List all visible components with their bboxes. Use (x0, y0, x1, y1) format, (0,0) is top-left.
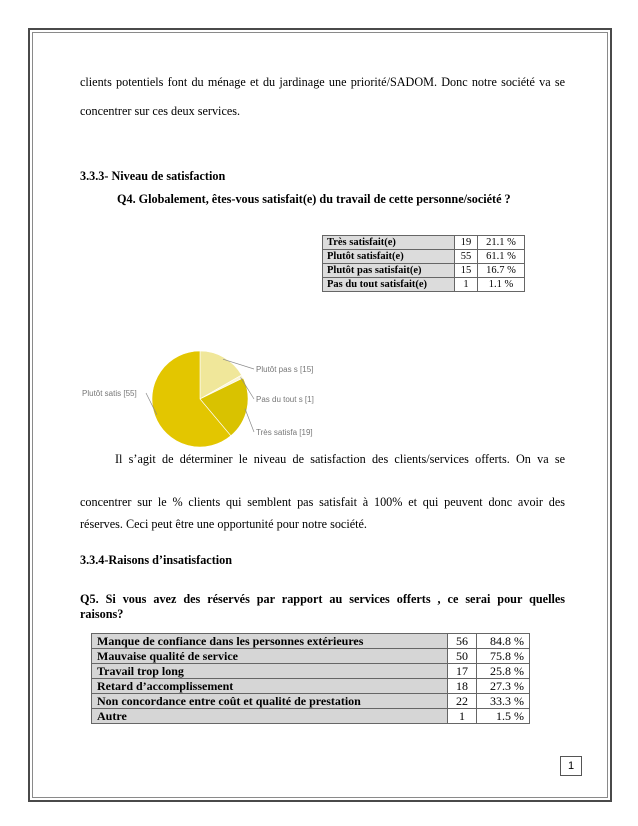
row-percent: 1.5 % (477, 709, 530, 724)
satisfaction-pie-chart (80, 340, 340, 460)
row-label: Plutôt satisfait(e) (323, 250, 455, 264)
row-percent: 16.7 % (478, 264, 525, 278)
table-row (323, 250, 525, 264)
pie-slice-label: Pas du tout s [1] (256, 395, 314, 404)
row-count: 56 (448, 634, 477, 649)
row-label: Travail trop long (92, 664, 448, 679)
row-count: 1 (448, 709, 477, 724)
table-row (323, 264, 525, 278)
row-count: 17 (448, 664, 477, 679)
row-count: 19 (455, 236, 478, 250)
row-label: Retard d’accomplissement (92, 679, 448, 694)
row-label: Autre (92, 709, 448, 724)
row-label: Mauvaise qualité de service (92, 649, 448, 664)
row-label: Très satisfait(e) (323, 236, 455, 250)
row-percent: 84.8 % (477, 634, 530, 649)
row-count: 15 (455, 264, 478, 278)
paragraph2-line-1: Il s’agit de déterminer le niveau de satisfaction des clients/services offerts. On va se (115, 452, 565, 466)
row-count: 18 (448, 679, 477, 694)
pie-slice-label: Plutôt pas s [15] (256, 365, 314, 374)
pie-slice-label: Très satisfa [19] (256, 428, 313, 437)
row-percent: 61.1 % (478, 250, 525, 264)
section-333-heading: 3.3.3- Niveau de satisfaction (80, 169, 226, 183)
row-count: 55 (455, 250, 478, 264)
pie-leader-line (245, 409, 254, 432)
table-row (92, 664, 530, 679)
row-percent: 25.8 % (477, 664, 530, 679)
row-count: 22 (448, 694, 477, 709)
row-count: 50 (448, 649, 477, 664)
row-count: 1 (455, 278, 478, 292)
row-label: Pas du tout satisfait(e) (323, 278, 455, 292)
row-label: Non concordance entre coût et qualité de prestation (92, 694, 448, 709)
q4-question: Q4. Globalement, êtes-vous satisfait(e) du travail de cette personne/société ? (117, 192, 511, 206)
table-row (92, 649, 530, 664)
paragraph2-line-3: réserves. Ceci peut être une opportunité pour notre société. (80, 517, 367, 531)
row-percent: 27.3 % (477, 679, 530, 694)
paragraph2-line-2: concentrer sur le % clients qui semblent pas satisfait à 100% et qui peuvent donc avoir des (80, 495, 565, 509)
table-row (92, 709, 530, 724)
row-label: Plutôt pas satisfait(e) (323, 264, 455, 278)
table-row (92, 634, 530, 649)
row-percent: 75.8 % (477, 649, 530, 664)
table-row (323, 236, 525, 250)
section-334-heading: 3.3.4-Raisons d’insatisfaction (80, 553, 233, 567)
q5-question-line-2: raisons? (80, 607, 124, 621)
table-row (323, 278, 525, 292)
pie-slice-label: Plutôt satis [55] (82, 389, 137, 398)
reasons-table (91, 633, 530, 724)
row-label: Manque de confiance dans les personnes extérieures (92, 634, 448, 649)
row-percent: 21.1 % (478, 236, 525, 250)
intro-line-1: clients potentiels font du ménage et du jardinage une priorité/SADOM. Donc notre société va se (80, 75, 565, 89)
page-number: 1 (560, 756, 582, 776)
row-percent: 1.1 % (478, 278, 525, 292)
satisfaction-table (322, 235, 525, 292)
intro-line-2: concentrer sur ces deux services. (80, 104, 241, 118)
row-percent: 33.3 % (477, 694, 530, 709)
table-row (92, 694, 530, 709)
q5-question-line-1: Q5. Si vous avez des réservés par rapport au services offerts , ce serai pour quelles (80, 592, 565, 606)
table-row (92, 679, 530, 694)
